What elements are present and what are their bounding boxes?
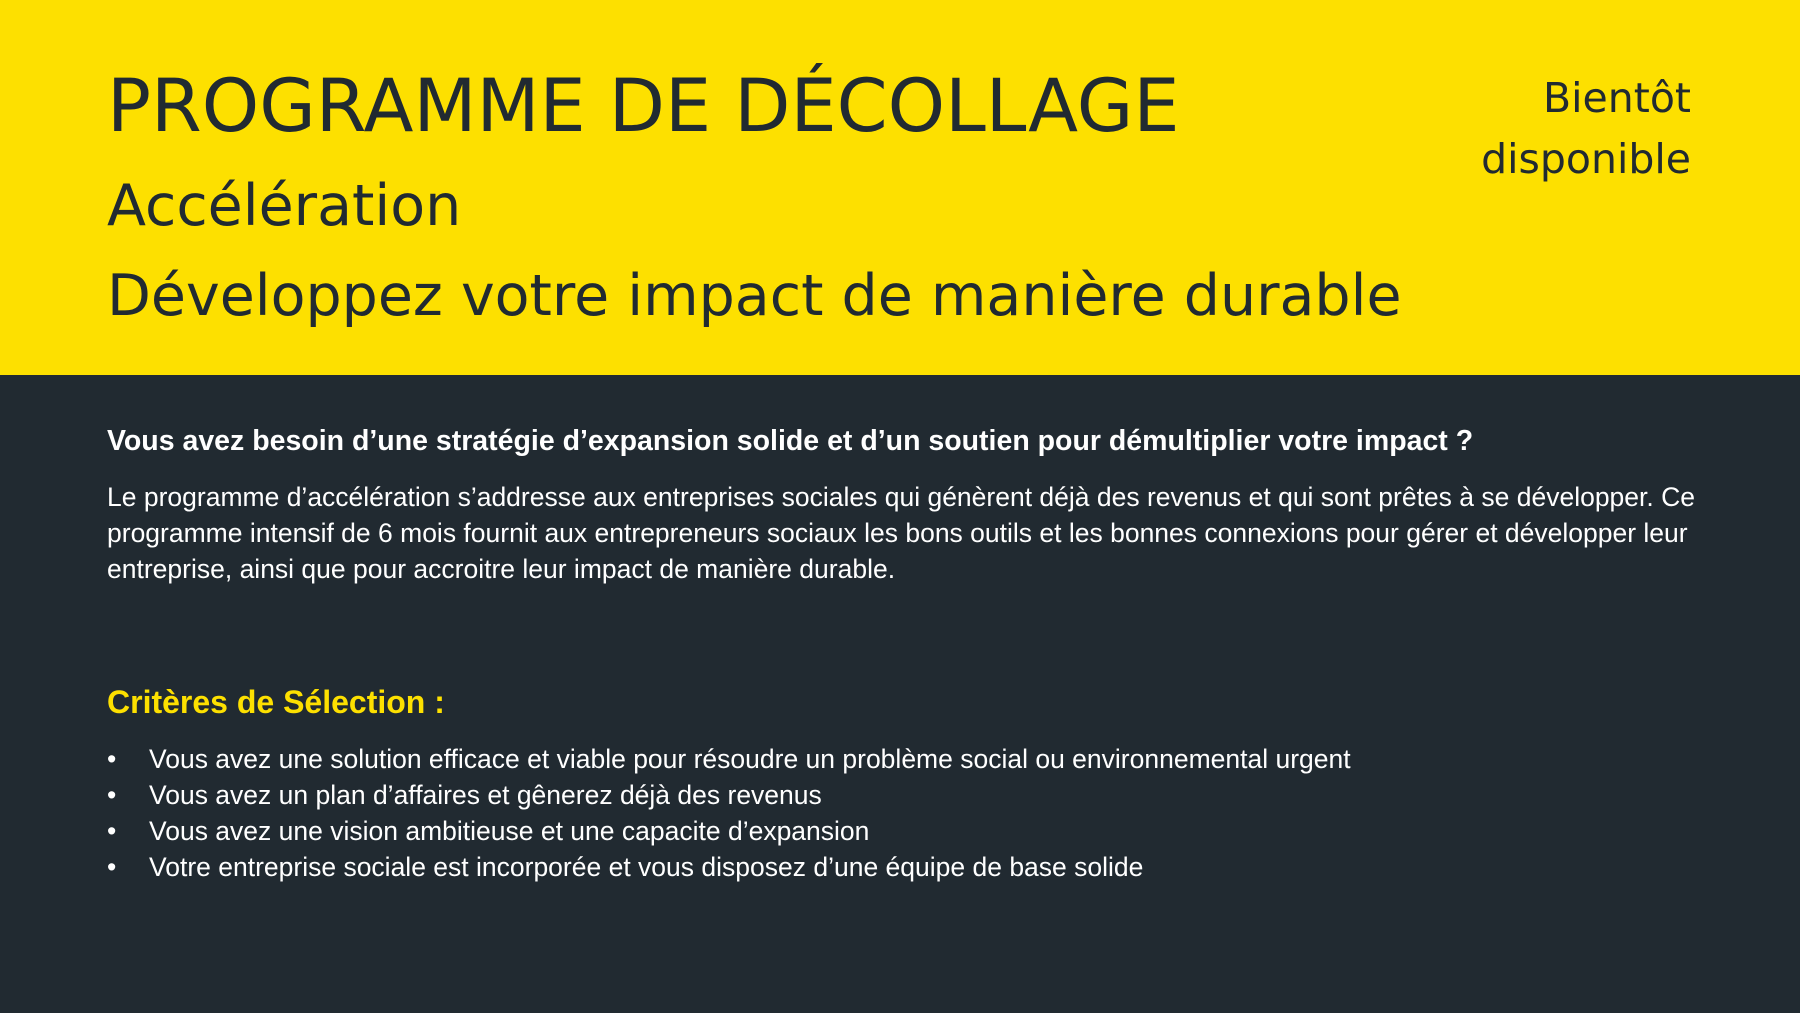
bullet-icon: • — [107, 852, 117, 882]
criteria-item — [107, 813, 1707, 849]
page-subtitle: Accélération — [107, 173, 462, 239]
criteria-item-text: Votre entreprise sociale est incorporée et vous disposez d’une équipe de base solide — [149, 852, 1144, 882]
criteria-item — [107, 777, 1707, 813]
page-title: PROGRAMME DE DÉCOLLAGE — [107, 64, 1180, 149]
page-tagline: Développez votre impact de manière durable — [107, 263, 1402, 329]
criteria-heading: Critères de Sélection : — [107, 684, 445, 720]
availability-badge-line-2: disponible — [1481, 135, 1691, 183]
bullet-icon: • — [107, 816, 117, 846]
criteria-item — [107, 849, 1707, 885]
criteria-item — [107, 741, 1707, 777]
content-section — [107, 415, 1707, 885]
bullet-icon: • — [107, 744, 117, 774]
criteria-list — [107, 741, 1707, 885]
availability-badge-line-1: Bientôt — [1543, 74, 1691, 122]
availability-badge — [1431, 68, 1691, 190]
lead-question: Vous avez besoin d’une stratégie d’expansion solide et d’un soutien pour démultiplier votre impact ? — [107, 425, 1474, 457]
header-banner — [0, 0, 1800, 375]
criteria-item-text: Vous avez une vision ambitieuse et une capacite d’expansion — [149, 816, 870, 846]
criteria-item-text: Vous avez une solution efficace et viable pour résoudre un problème social ou environnemental urgent — [149, 744, 1351, 774]
intro-paragraph: Le programme d’accélération s’addresse aux entreprises sociales qui génèrent déjà des revenus et qui sont prêtes à se développer. Ce programme intensif de 6 mois fournit aux entrepreneurs sociaux les bons outils et les bonnes connexions pour gérer et développer leur entreprise, ainsi que pour accroitre leur impact de manière durable. — [107, 482, 1695, 584]
bullet-icon: • — [107, 780, 117, 810]
criteria-item-text: Vous avez un plan d’affaires et gênerez déjà des revenus — [149, 780, 822, 810]
